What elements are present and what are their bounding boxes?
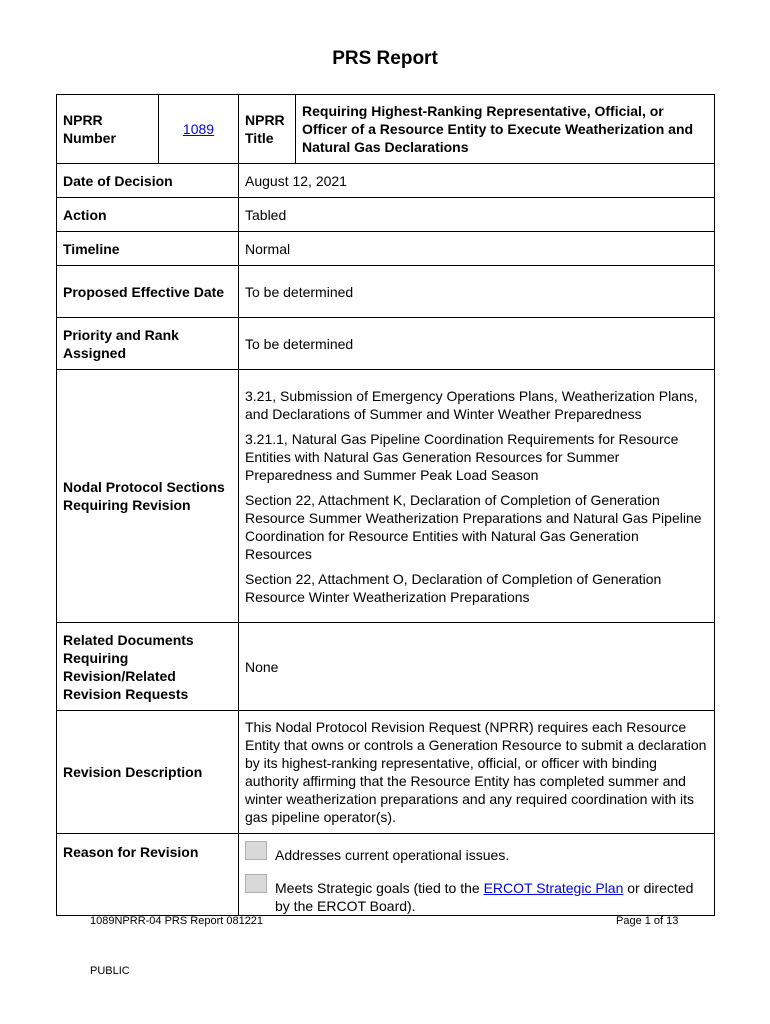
sections-list (239, 370, 715, 623)
section-item: 3.21.1, Natural Gas Pipeline Coordination Requirements for Resource Entities with Natural Gas Generation Resources for Summer Preparedness and Summer Peak Load Season (245, 430, 679, 483)
action-label: Action (57, 198, 239, 232)
date-of-decision-label: Date of Decision (57, 164, 239, 198)
related-docs-value: None (239, 623, 715, 711)
nprr-title-label: NPRR Title (239, 95, 296, 164)
action-value: Tabled (239, 198, 715, 232)
timeline-label: Timeline (57, 232, 239, 266)
timeline-value: Normal (239, 232, 715, 266)
date-of-decision-value: August 12, 2021 (239, 164, 715, 198)
footer-page-number: Page 1 of 13 (616, 915, 679, 927)
nprr-title: Requiring Highest-Ranking Representative, Official, or Officer of a Resource Entity to Execute Weatherization and Natural Gas Declarations (296, 95, 715, 164)
priority-rank-label: Priority and Rank Assigned (57, 318, 239, 370)
section-item: 3.21, Submission of Emergency Operations Plans, Weatherization Plans, and Declarations of Summer and Winter Weather Preparedness (245, 387, 698, 422)
ercot-strategic-plan-link[interactable]: ERCOT Strategic Plan (483, 880, 624, 896)
nprr-number-link[interactable]: 1089 (182, 121, 215, 137)
nprr-number-label: NPRR Number (57, 95, 159, 164)
prs-table (56, 94, 715, 916)
related-docs-label: Related Documents Requiring Revision/Related Revision Requests (57, 623, 239, 711)
reason-option-strategic: Meets Strategic goals (tied to the ERCOT Strategic Plan or directed by the ERCOT Board). (275, 880, 694, 914)
footer-classification: PUBLIC (90, 965, 130, 977)
section-item: Section 22, Attachment K, Declaration of Completion of Generation Resource Summer Weatherization Preparations and Natural Gas Pipeline Coordination for Resource Entities with Natural Gas Generation Resources (245, 491, 702, 562)
reason-label: Reason for Revision (57, 834, 239, 916)
reason-options (239, 834, 715, 916)
checkbox-operational[interactable] (245, 841, 267, 860)
checkbox-strategic[interactable] (245, 874, 267, 893)
section-item: Section 22, Attachment O, Declaration of Completion of Generation Resource Winter Weatherization Preparations (245, 570, 662, 605)
revision-description-label: Revision Description (57, 711, 239, 834)
page-title: PRS Report (332, 48, 438, 69)
revision-description-value: This Nodal Protocol Revision Request (NPRR) requires each Resource Entity that owns or controls a Generation Resource to submit a declaration by its highest-ranking representative, official, or officer with binding authority affirming that the Resource Entity has completed summer and winter weatherization preparations and any required coordination with its gas pipeline operator(s). (239, 711, 715, 834)
proposed-effective-date-label: Proposed Effective Date (57, 266, 239, 318)
reason-option-operational: Addresses current operational issues. (275, 847, 510, 863)
proposed-effective-date-value: To be determined (239, 266, 715, 318)
priority-rank-value: To be determined (239, 318, 715, 370)
footer-document-id: 1089NPRR-04 PRS Report 081221 (90, 915, 264, 927)
sections-label: Nodal Protocol Sections Requiring Revision (57, 370, 239, 623)
